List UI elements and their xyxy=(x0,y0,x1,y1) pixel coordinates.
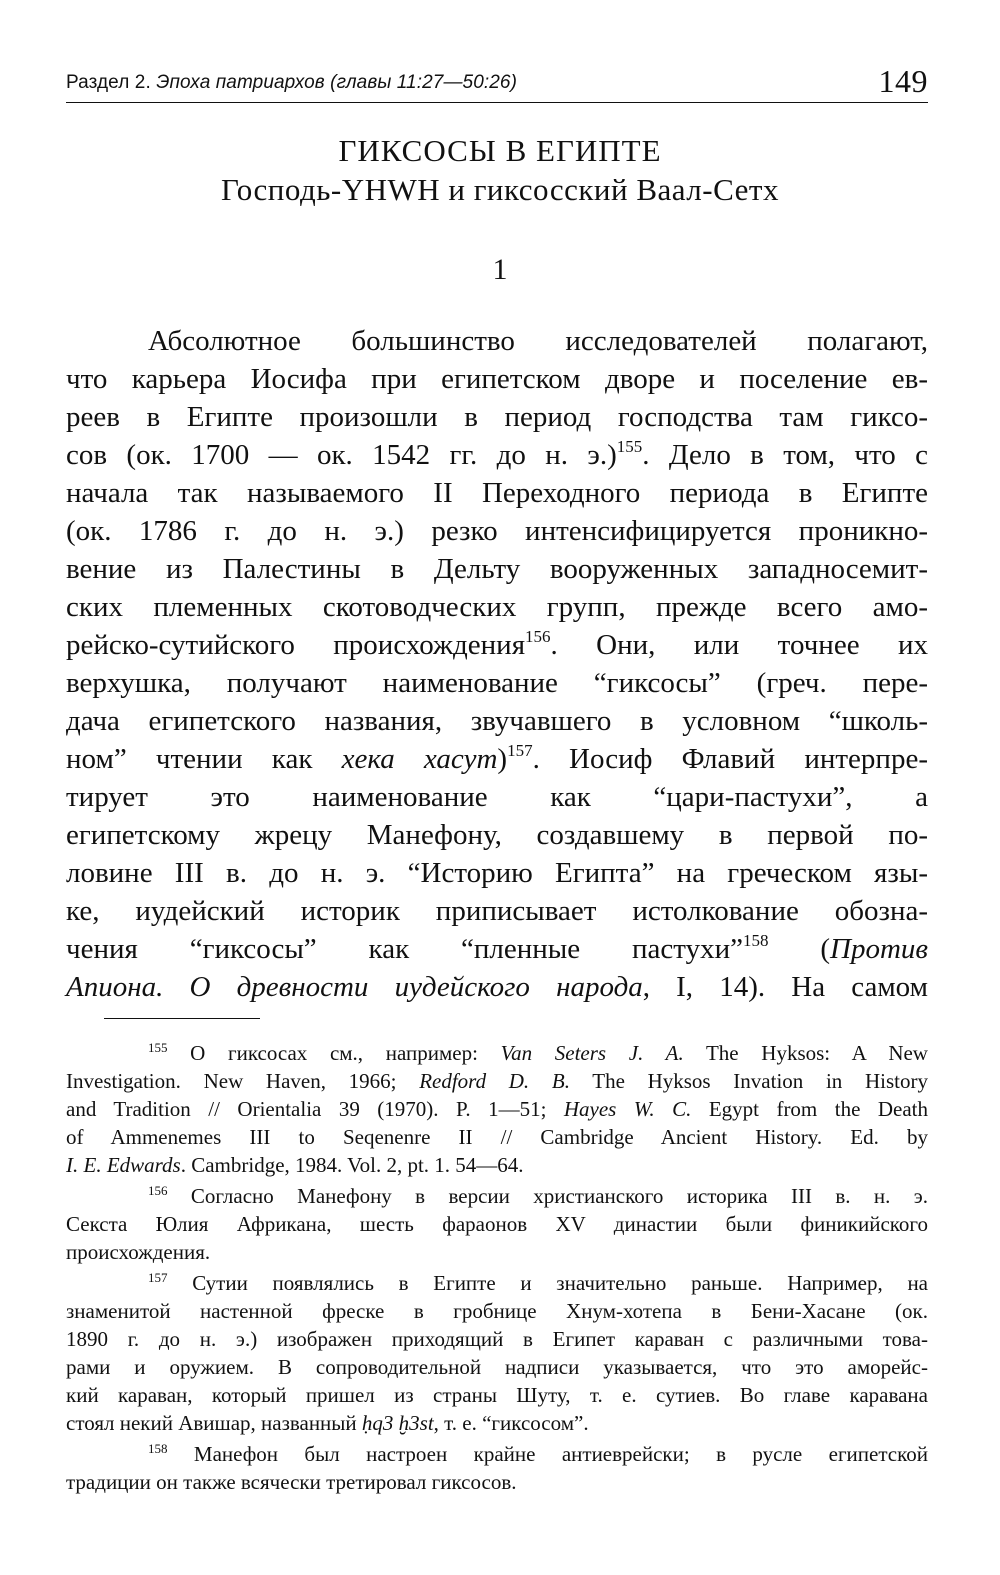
body-line: (ок. 1786 г. до н. э.) резко интенсифицируется проникно- xyxy=(66,515,928,547)
body-line: ских племенных скотоводческих групп, прежде всего амо- xyxy=(66,591,928,623)
body-line: начала так называемого II Переходного периода в Египте xyxy=(66,477,928,509)
chapter-subtitle: Господь-YHWH и гиксосский Ваал-Сетх xyxy=(221,172,779,207)
footnote-line: стоял некий Авишар, названный ḥq3 ḫ3st, т. е. “гиксосом”. xyxy=(66,1411,589,1435)
footnote-number: 158 xyxy=(148,1441,168,1456)
footnote-line: I. E. Edwards. Cambridge, 1984. Vol. 2, pt. 1. 54—64. xyxy=(66,1153,524,1177)
footnote-line: Investigation. New Haven, 1966; Redford D. B. The Hyksos Invation in History xyxy=(66,1069,928,1093)
chapter-title: ГИКСОСЫ В ЕГИПТЕ xyxy=(338,133,662,168)
running-head-title xyxy=(66,72,517,94)
footnote-ref[interactable]: 155 xyxy=(616,437,643,456)
body-line: верхушка, получают наименование “гиксосы” (греч. пере- xyxy=(66,667,928,699)
footnote-number: 155 xyxy=(148,1040,168,1055)
footnote-line: 1890 г. до н. э.) изображен приходящий в Египет караван с различными това- xyxy=(66,1327,928,1351)
body-line: ке, иудейский историк приписывает истолкование обозна- xyxy=(66,895,928,927)
footnote-157: $^{157}$ Сутии появлялись в Египте и значительно раньше. Например, на xyxy=(148,1270,928,1295)
page-number: 149 xyxy=(878,63,928,99)
footnote-158: $^{158}$ Манефон был настроен крайне антиеврейски; в русле египетской xyxy=(148,1441,928,1466)
body-line: ном” чтении как хека хасут)$^{157}$. Иосиф Флавий интерпре- xyxy=(66,741,928,775)
body-line: тирует это наименование как “цари-пастухи”, а xyxy=(66,781,928,813)
footnote-ref[interactable]: 156 xyxy=(525,627,551,646)
footnote-line: of Ammenemes III to Seqenenre II // Cambridge Ancient History. Ed. by xyxy=(66,1125,928,1149)
body-line: рейско-сутийского происхождения$^{156}$. Они, или точнее их xyxy=(66,627,928,661)
footnote-ref[interactable]: 157 xyxy=(507,741,533,760)
body-line: чения “гиксосы” как “пленные пастухи”$^{158}$ (Против xyxy=(66,931,928,965)
footnote-156: $^{156}$ Согласно Манефону в версии христианского историка III в. н. э. xyxy=(148,1183,928,1208)
section-label: Раздел 2. xyxy=(66,72,151,93)
running-head xyxy=(66,56,928,103)
section-title: Эпоха патриархов (главы 11:27—50:26) xyxy=(156,72,518,93)
body-line: египетскому жрецу Манефону, создавшему в первой по- xyxy=(66,819,928,851)
footnote-155: $^{155}$ О гиксосах см., например: Van Seters J. A. The Hyksos: A New xyxy=(148,1040,928,1065)
body-line: реев в Египте произошли в период господства там гиксо- xyxy=(66,401,928,433)
footnote-line: знаменитой настенной фреске в гробнице Хнум-хотепа в Бени-Хасане (ок. xyxy=(66,1299,928,1323)
body-line: Абсолютное большинство исследователей полагают, xyxy=(148,325,928,357)
body-line: вение из Палестины в Дельту вооруженных западносемит- xyxy=(66,553,928,585)
footnote-number: 157 xyxy=(148,1270,168,1285)
footnote-line: and Tradition // Orientalia 39 (1970). P. 1—51; Hayes W. C. Egypt from the Death xyxy=(66,1097,928,1121)
footnote-line: традиции он также всячески третировал гиксосов. xyxy=(66,1470,517,1494)
footnote-line: происхождения. xyxy=(66,1240,211,1264)
footnote-number: 156 xyxy=(148,1183,168,1198)
footnote-ref[interactable]: 158 xyxy=(742,931,769,950)
footnote-line: кий караван, который пришел из страны Шуту, т. е. сутиев. Во главе каравана xyxy=(66,1383,928,1407)
body-line: что карьера Иосифа при египетском дворе и поселение ев- xyxy=(66,363,928,395)
footnote-divider xyxy=(104,1018,260,1019)
body-line: ловине III в. до н. э. “Историю Египта” на греческом язы- xyxy=(66,857,928,889)
body-line: Апиона. О древности иудейского народа, I, 14). На самом xyxy=(66,971,928,1003)
section-number: 1 xyxy=(492,253,508,286)
body-line: дача египетского названия, звучавшего в условном “школь- xyxy=(66,705,928,737)
body-line: сов (ок. 1700 — ок. 1542 гг. до н. э.)$^{155}$. Дело в том, что с xyxy=(66,437,929,471)
footnote-line: Секста Юлия Африкана, шесть фараонов XV династии были финикийского xyxy=(66,1212,928,1236)
footnote-line: рами и оружием. В сопроводительной надписи указывается, что это аморейс- xyxy=(66,1355,928,1379)
